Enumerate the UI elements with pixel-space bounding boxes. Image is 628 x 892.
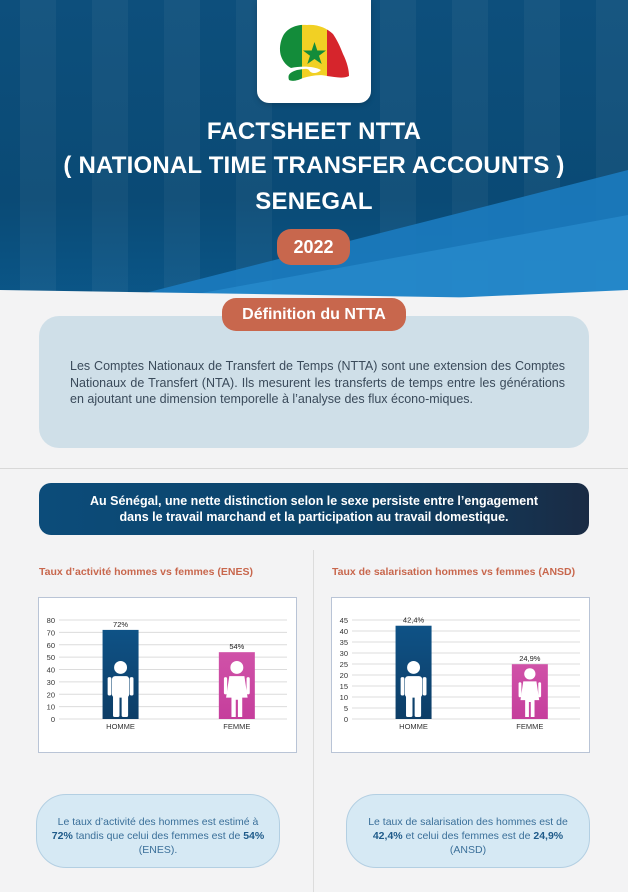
banner-line2: dans le travail marchand et la participation au travail domestique. xyxy=(119,510,509,524)
definition-text: Les Comptes Nationaux de Transfert de Temps (NTTA) sont une extension des Comptes Nationaux de Transfert (NTA). Ils mesurent les transferts de temps entre les générations en ajoutant une dimension temporelle à l’analyse des flux écono-miques. xyxy=(70,359,565,406)
note-value-women: 54% xyxy=(243,830,265,842)
column-divider xyxy=(313,550,314,892)
chart-activity xyxy=(39,598,298,754)
definition-heading: Définition du NTTA xyxy=(222,298,406,331)
page-title-line2: ( NATIONAL TIME TRANSFER ACCOUNTS ) xyxy=(63,152,565,179)
y-tick-label: 30 xyxy=(46,677,55,687)
y-tick-label: 50 xyxy=(46,653,55,663)
y-tick-label: 20 xyxy=(46,690,55,700)
y-tick-label: 60 xyxy=(46,640,55,650)
chart-salary xyxy=(332,598,591,754)
data-label: 72% xyxy=(113,619,129,629)
x-tick-label: HOMME xyxy=(106,722,135,731)
senegal-map-flag-icon xyxy=(277,22,351,86)
note-activity xyxy=(36,794,280,868)
x-tick-label: FEMME xyxy=(516,722,544,731)
y-tick-label: 35 xyxy=(339,638,348,647)
bar-homme xyxy=(103,630,139,719)
page-title-line1: FACTSHEET NTTA xyxy=(206,118,422,145)
x-tick-label: FEMME xyxy=(223,722,251,731)
data-label: 42,4% xyxy=(402,615,425,625)
note-text: Le taux d’activité des hommes est estimé à xyxy=(57,816,259,828)
y-tick-label: 0 xyxy=(50,715,55,724)
note-text: tandis que celui des femmes est de xyxy=(72,830,244,842)
y-tick-label: 10 xyxy=(339,693,348,702)
chart-activity-panel xyxy=(38,597,297,753)
chart-title-activity: Taux d’activité hommes vs femmes (ENES) xyxy=(39,566,253,578)
page-title-line3: SENEGAL xyxy=(255,188,373,215)
y-tick-label: 0 xyxy=(343,715,348,724)
y-tick-label: 5 xyxy=(343,704,348,713)
y-tick-label: 45 xyxy=(339,616,348,625)
flag-card xyxy=(257,0,371,103)
chart-title-salary: Taux de salarisation hommes vs femmes (ANSD) xyxy=(332,566,576,578)
chart-salary-panel xyxy=(331,597,590,753)
y-tick-label: 40 xyxy=(46,665,55,675)
note-text: Le taux de salarisation des hommes est de xyxy=(368,816,568,828)
note-text: (ANSD) xyxy=(449,844,487,856)
note-value-women: 24,9% xyxy=(533,830,564,842)
banner-line1: Au Sénégal, une nette distinction selon le sexe persiste entre l’engagement xyxy=(89,494,539,508)
y-tick-label: 20 xyxy=(339,671,348,680)
y-tick-label: 80 xyxy=(46,616,55,625)
note-text: et celui des femmes est de xyxy=(402,830,534,842)
y-tick-label: 40 xyxy=(339,627,348,636)
note-salary xyxy=(346,794,590,868)
section-divider xyxy=(0,468,628,469)
y-tick-label: 70 xyxy=(46,628,55,638)
note-text: (ENES). xyxy=(138,844,178,856)
y-tick-label: 25 xyxy=(339,660,348,669)
x-tick-label: HOMME xyxy=(399,722,428,731)
y-tick-label: 15 xyxy=(339,682,348,691)
data-label: 24,9% xyxy=(519,654,541,664)
note-value-men: 72% xyxy=(51,830,73,842)
year-badge: 2022 xyxy=(277,229,350,265)
key-finding-banner xyxy=(39,483,589,535)
note-value-men: 42,4% xyxy=(372,830,403,842)
data-label: 54% xyxy=(229,642,245,652)
y-tick-label: 30 xyxy=(339,649,348,658)
y-tick-label: 10 xyxy=(46,702,55,712)
